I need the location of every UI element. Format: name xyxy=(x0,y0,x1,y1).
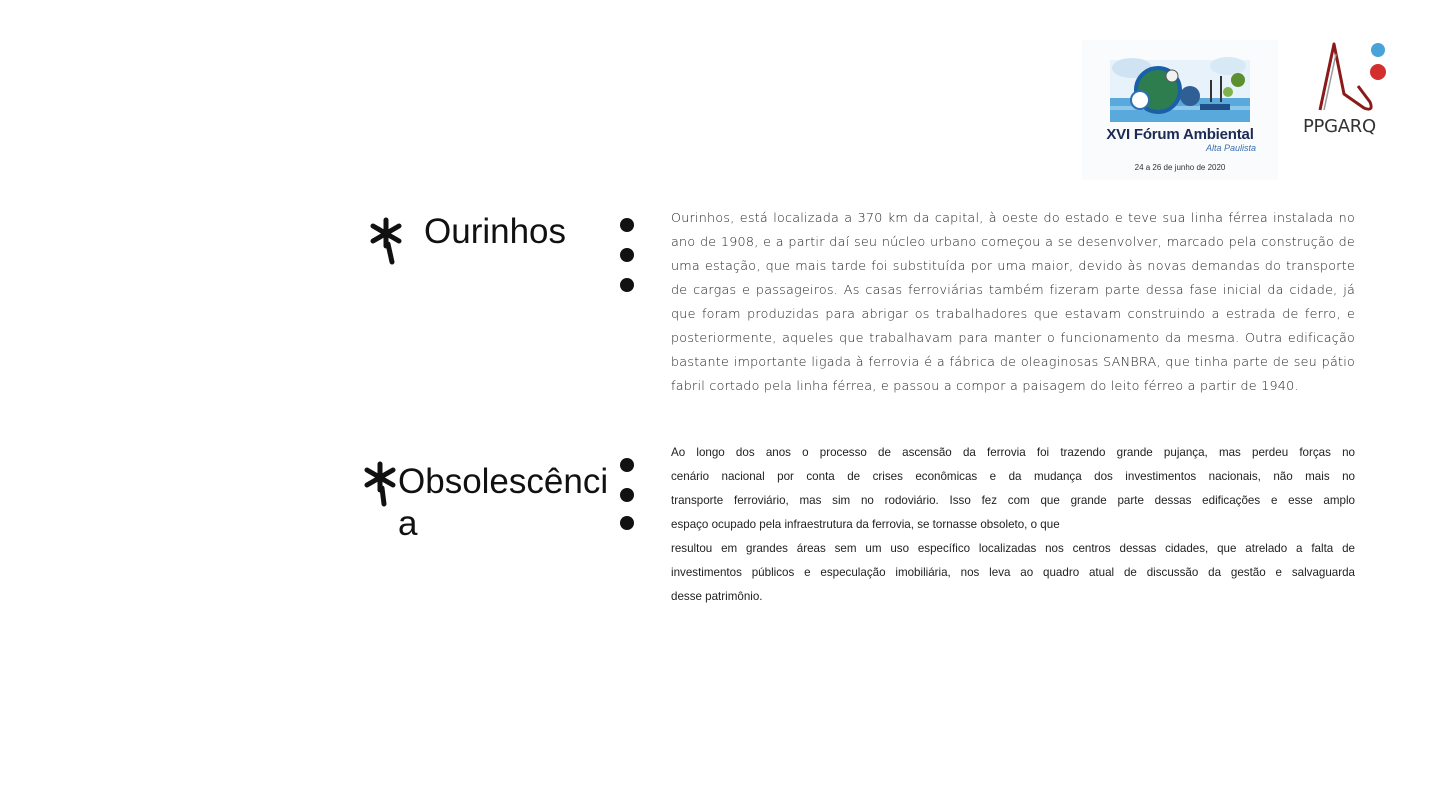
colon-dots-icon xyxy=(620,218,640,292)
forum-logo xyxy=(1082,40,1278,180)
paragraph-line: cenário nacional por conta de crises econômicas e da mudança dos investimentos nacionais, não mais no xyxy=(671,470,1355,483)
ppgarq-logo xyxy=(1298,38,1396,140)
obsolescencia-paragraph xyxy=(671,441,1355,609)
paragraph-line: espaço ocupado pela infraestrutura da ferrovia, se tornasse obsoleto, o que xyxy=(671,518,1060,531)
paragraph-line: desse patrimônio. xyxy=(671,590,763,603)
forum-subtitle: Alta Paulista xyxy=(1206,143,1257,153)
paragraph-line: Ao longo dos anos o processo de ascensão da ferrovia foi trazendo grande pujança, mas perdeu forças no xyxy=(671,446,1355,459)
forum-dates: 24 a 26 de junho de 2020 xyxy=(1134,163,1226,172)
paragraph-line: transporte ferroviário, mas sim no rodoviário. Isso fez com que grande parte dessas edificações e esse amplo xyxy=(671,494,1355,507)
asterisk-icon xyxy=(362,460,398,519)
ourinhos-paragraph: Ourinhos, está localizada a 370 km da capital, à oeste do estado e teve sua linha férrea instalada no ano de 1908, e a partir daí seu núcleo urbano começou a se desenvolver, marcado pela construção de uma estação, que mais tarde foi substituída por uma maior, devido às novas demandas do transporte de cargas e passageiros. As casas ferroviárias também fizeram parte dessa fase inicial da cidade, já que foram produzidas para abrigar os trabalhadores que estavam construindo a estrada de ferro, e posteriormente, aqueles que trabalhavam para manter o funcionamento da mesma. Outra edificação bastante importante ligada à ferrovia é a fábrica de oleaginosas SANBRA, que tinha parte de seu pátio fabril cortado pela linha férrea, e passou a compor a paisagem do leito férreo a partir de 1940. xyxy=(671,210,1355,393)
paragraph-line: investimentos públicos e especulação imobiliária, nos leva ao quadro atual de discussão da gestão e salvaguarda xyxy=(671,566,1355,579)
asterisk-icon xyxy=(368,216,404,275)
section-heading-obsolescencia-line1: Obsolescênci xyxy=(398,462,609,501)
forum-title: XVI Fórum Ambiental xyxy=(1106,126,1254,143)
forum-logo-illustration xyxy=(1110,50,1250,128)
ppgarq-text: PPGARQ xyxy=(1303,116,1376,137)
colon-dots-icon xyxy=(620,458,640,532)
section-heading-ourinhos: Ourinhos xyxy=(424,212,567,251)
section-heading-obsolescencia-line2: a xyxy=(398,504,418,543)
ppgarq-mark-icon xyxy=(1298,38,1396,118)
paragraph-line: resultou em grandes áreas sem um uso específico localizadas nos centros dessas cidades, que atrelado a falta de xyxy=(671,542,1355,555)
